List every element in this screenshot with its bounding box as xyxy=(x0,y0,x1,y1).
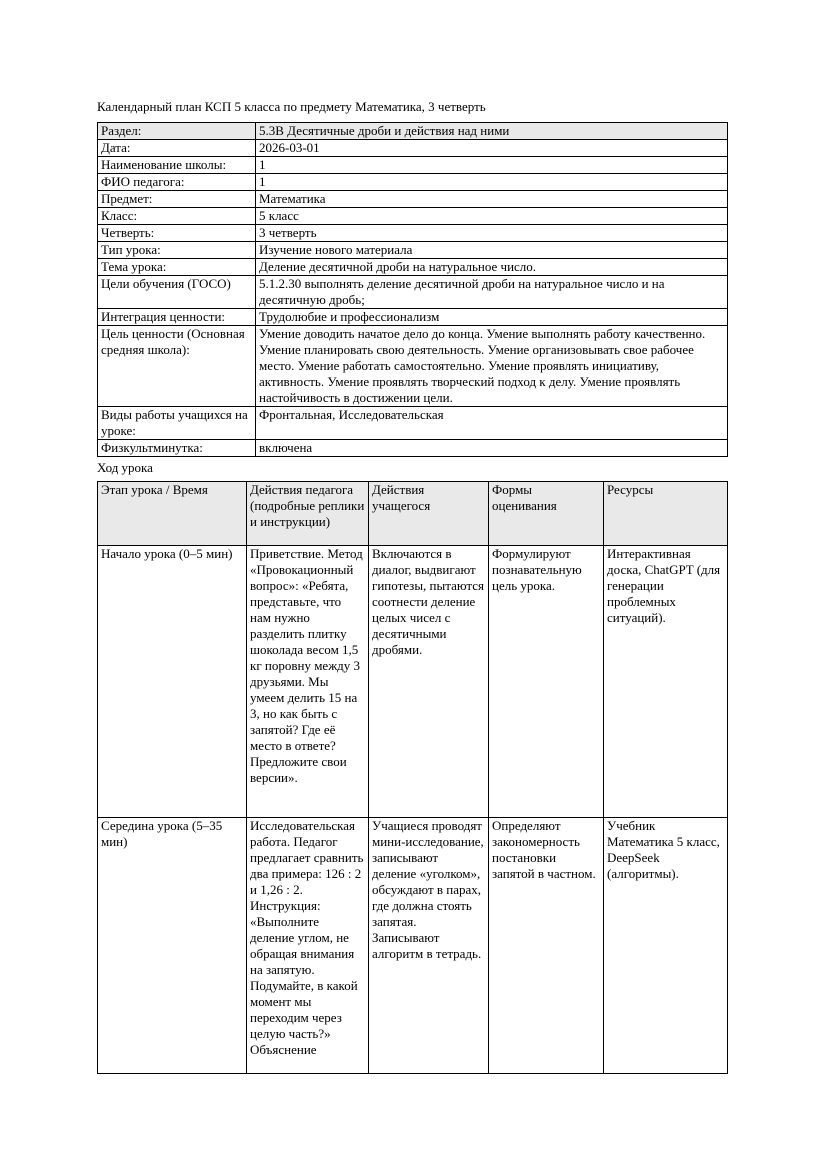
table-header-row xyxy=(98,482,728,546)
table-row xyxy=(98,157,728,174)
info-label: Дата: xyxy=(98,140,256,157)
column-header-student-actions: Действия учащегося xyxy=(369,482,489,546)
info-value: Фронтальная, Исследовательская xyxy=(256,407,728,440)
table-row xyxy=(98,174,728,191)
lesson-flow-table xyxy=(97,481,728,1074)
page-title: Календарный план КСП 5 класса по предмету Математика, 3 четверть xyxy=(97,99,486,114)
column-header-assessment: Формы оценивания xyxy=(489,482,604,546)
info-value: Умение доводить начатое дело до конца. Умение выполнять работу качественно. Умение планировать свою деятельность. Умение организовывать свое рабочее место. Умение работать самостоятельно. Умение проявлять инициативу, активность. Умение проявлять творческий подход к делу. Умение проявлять настойчивость в достижении цели. xyxy=(256,326,728,407)
column-header-resources: Ресурсы xyxy=(604,482,728,546)
info-label: ФИО педагога: xyxy=(98,174,256,191)
table-row xyxy=(98,546,728,818)
table-row xyxy=(98,818,728,1074)
table-row xyxy=(98,407,728,440)
stage-cell: Начало урока (0–5 мин) xyxy=(98,546,247,818)
info-label: Тип урока: xyxy=(98,242,256,259)
info-label: Класс: xyxy=(98,208,256,225)
info-value: Трудолюбие и профессионализм xyxy=(256,309,728,326)
student-actions-cell: Включаются в диалог, выдвигают гипотезы, пытаются соотнести деление целых чисел с десятичными дробями. xyxy=(369,546,489,818)
document-content xyxy=(97,99,727,1074)
info-value: 5.3В Десятичные дроби и действия над ними xyxy=(256,123,728,140)
table-row xyxy=(98,242,728,259)
info-value: 5 класс xyxy=(256,208,728,225)
info-label: Интеграция ценности: xyxy=(98,309,256,326)
table-row xyxy=(98,208,728,225)
stage-cell: Середина урока (5–35 мин) xyxy=(98,818,247,1074)
lesson-flow-heading: Ход урока xyxy=(97,460,153,475)
resources-cell: Учебник Математика 5 класс, DeepSeek (алгоритмы). xyxy=(604,818,728,1074)
table-row xyxy=(98,326,728,407)
student-actions-cell: Учащиеся проводят мини-исследование, записывают деление «уголком», обсуждают в парах, где должна стоять запятая. Записывают алгоритм в тетрадь. xyxy=(369,818,489,1074)
info-value: 1 xyxy=(256,157,728,174)
info-label: Предмет: xyxy=(98,191,256,208)
info-value: 2026-03-01 xyxy=(256,140,728,157)
column-header-stage: Этап урока / Время xyxy=(98,482,247,546)
table-row xyxy=(98,140,728,157)
info-label: Тема урока: xyxy=(98,259,256,276)
table-row xyxy=(98,276,728,309)
info-value: включена xyxy=(256,440,728,457)
column-header-teacher-actions: Действия педагога (подробные реплики и инструкции) xyxy=(247,482,369,546)
assessment-cell: Формулируют познавательную цель урока. xyxy=(489,546,604,818)
info-value: Математика xyxy=(256,191,728,208)
info-label: Четверть: xyxy=(98,225,256,242)
info-value: Изучение нового материала xyxy=(256,242,728,259)
assessment-cell: Определяют закономерность постановки запятой в частном. xyxy=(489,818,604,1074)
info-label: Цель ценности (Основная средняя школа): xyxy=(98,326,256,407)
table-row xyxy=(98,123,728,140)
resources-cell: Интерактивная доска, ChatGPT (для генерации проблемных ситуаций). xyxy=(604,546,728,818)
table-row xyxy=(98,259,728,276)
teacher-actions-cell: Приветствие. Метод «Провокационный вопрос»: «Ребята, представьте, что нам нужно разделить плитку шоколада весом 1,5 кг поровну между 3 друзьями. Мы умеем делить 15 на 3, но как быть с запятой? Где её место в ответе? Предложите свои версии». xyxy=(247,546,369,818)
table-row xyxy=(98,225,728,242)
teacher-actions-cell: Исследовательская работа. Педагог предлагает сравнить два примера: 126 : 2 и 1,26 : 2. Инструкция: «Выполните деление углом, не обращая внимания на запятую. Подумайте, в какой момент мы переходим через целую часть?» Объяснение xyxy=(247,818,369,1074)
table-row xyxy=(98,191,728,208)
lesson-info-table xyxy=(97,122,728,457)
info-label: Физкультминутка: xyxy=(98,440,256,457)
table-row xyxy=(98,309,728,326)
info-value: 5.1.2.30 выполнять деление десятичной дроби на натуральное число и на десятичную дробь; xyxy=(256,276,728,309)
info-value: 3 четверть xyxy=(256,225,728,242)
info-label: Виды работы учащихся на уроке: xyxy=(98,407,256,440)
info-label: Наименование школы: xyxy=(98,157,256,174)
info-value: 1 xyxy=(256,174,728,191)
table-row xyxy=(98,440,728,457)
info-label: Цели обучения (ГОСО) xyxy=(98,276,256,309)
info-label: Раздел: xyxy=(98,123,256,140)
info-value: Деление десятичной дроби на натуральное число. xyxy=(256,259,728,276)
